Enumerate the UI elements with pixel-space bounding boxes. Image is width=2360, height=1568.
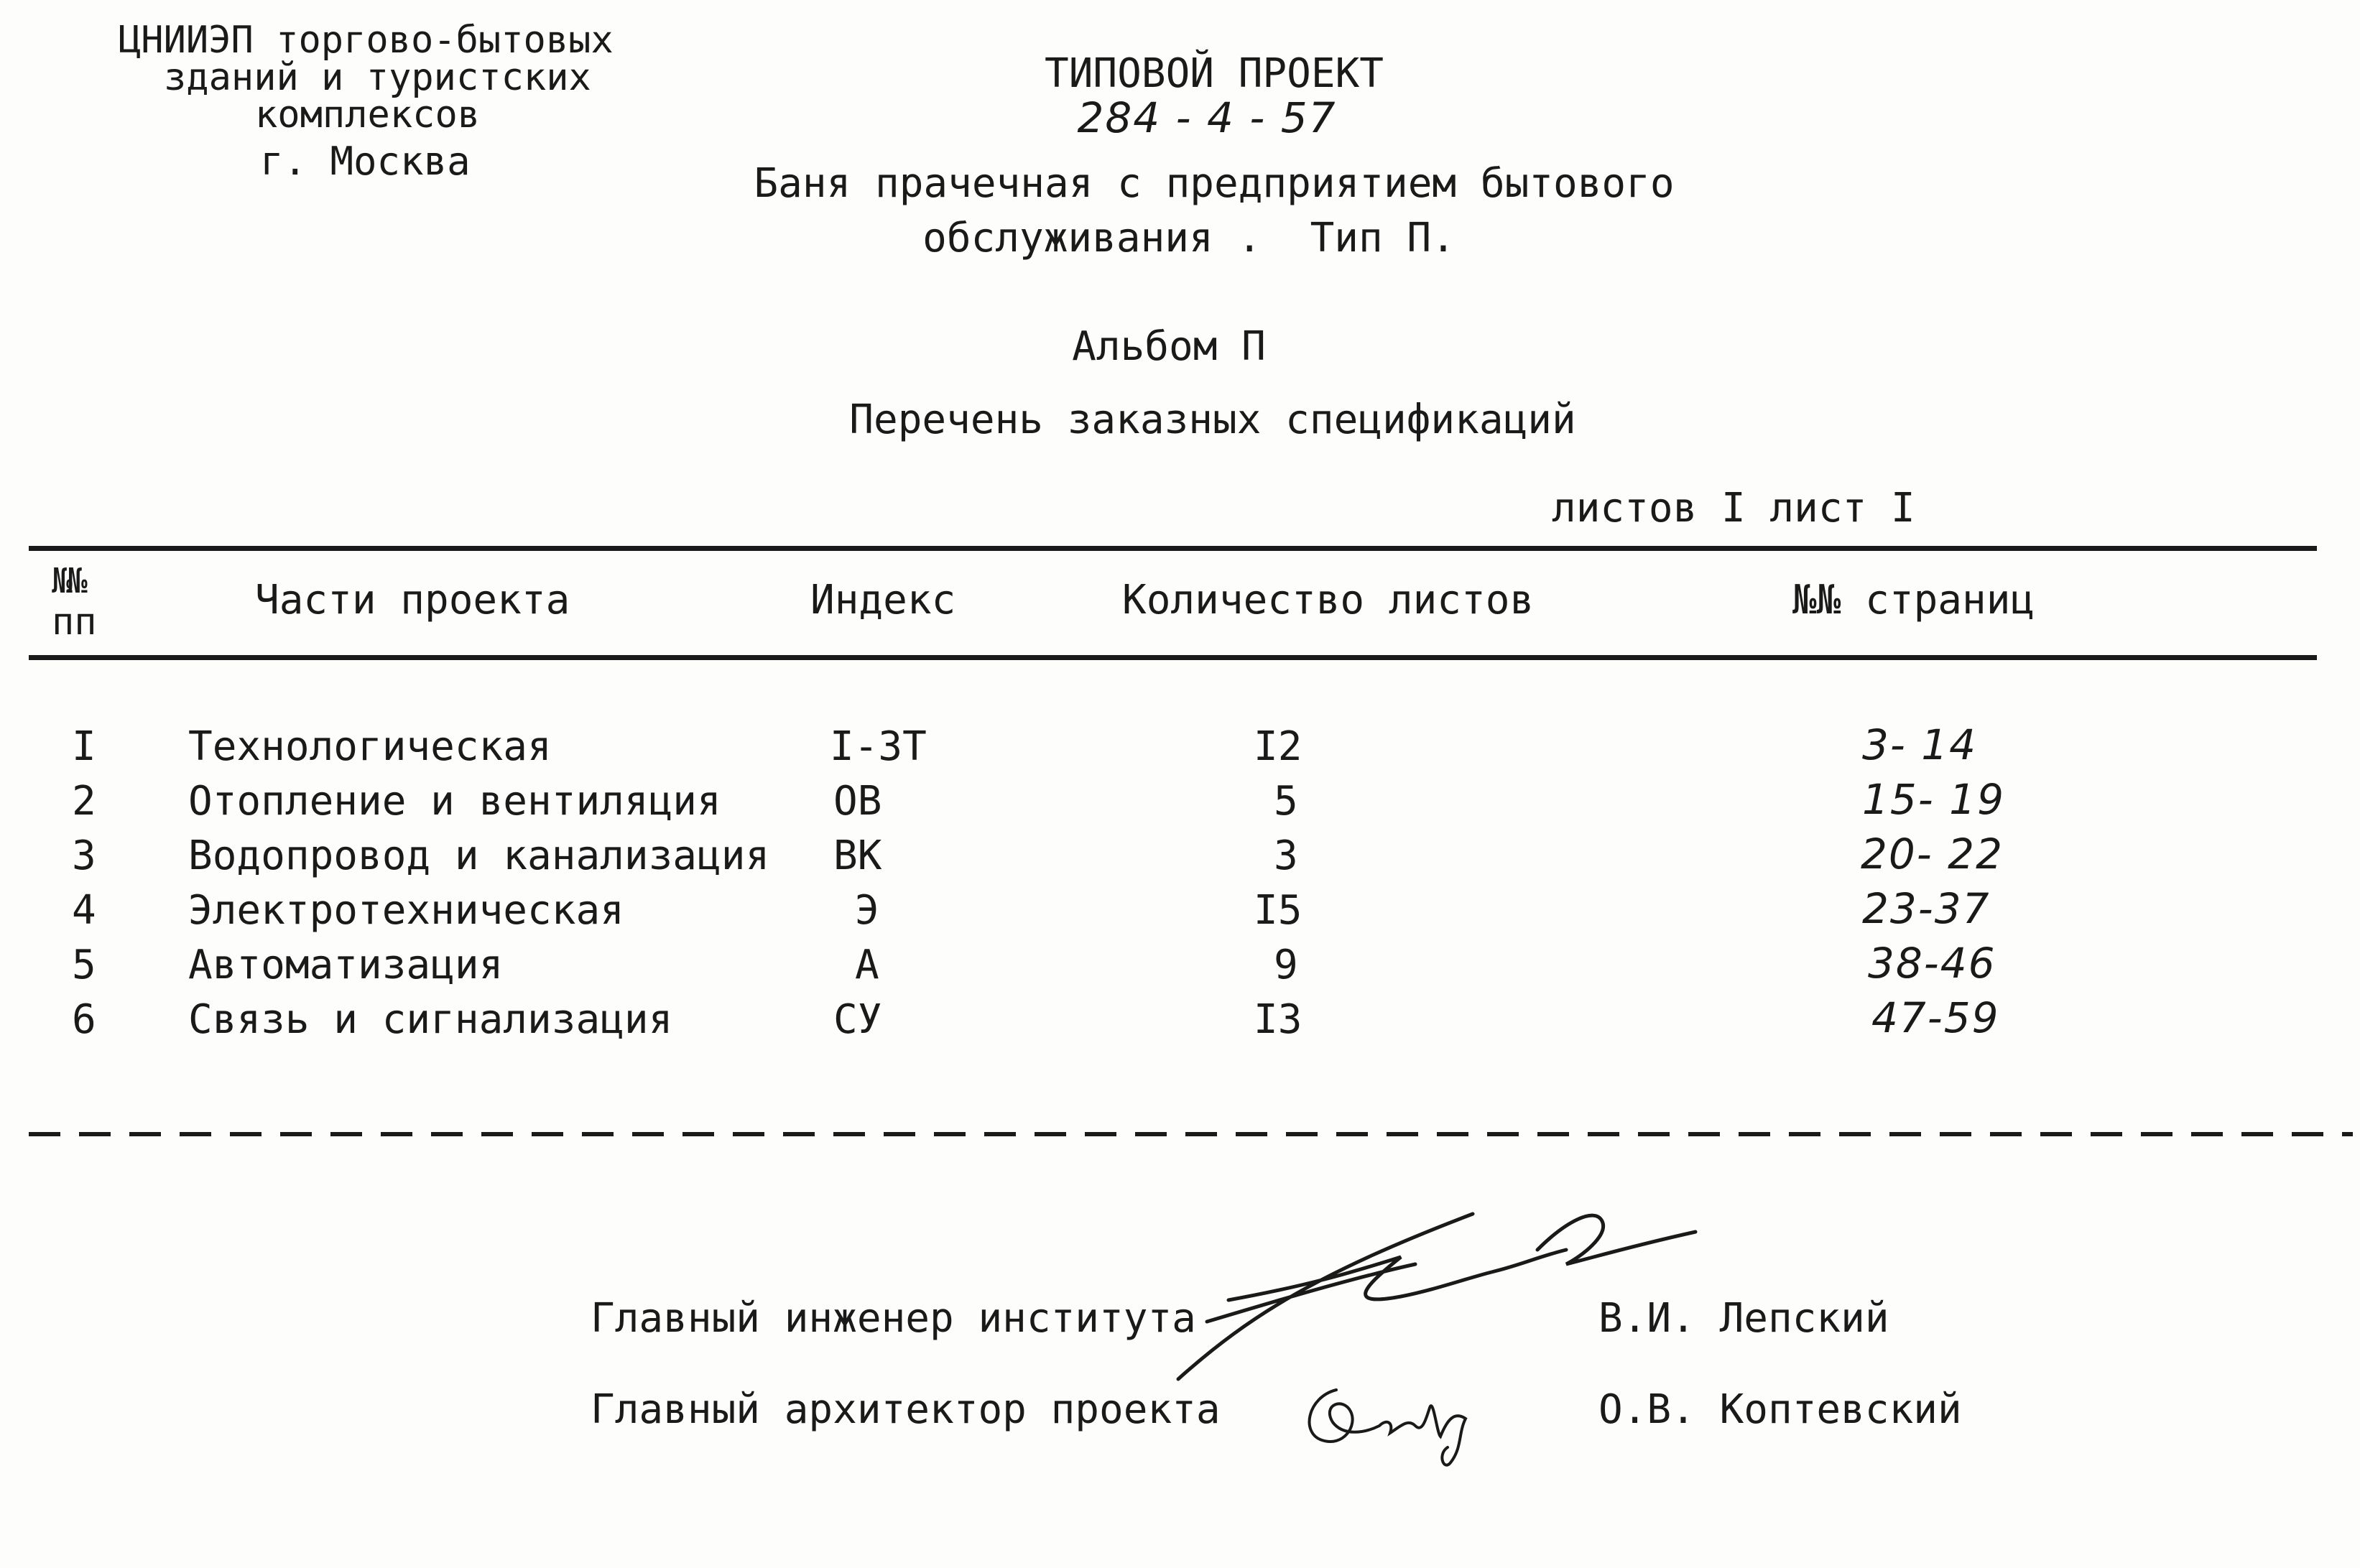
row-index: ВК <box>833 832 882 879</box>
signature-chief-architect <box>1293 1368 1509 1476</box>
row-part: Связь и сигнализация <box>188 996 673 1043</box>
chief-engineer-role: Главный инженер института <box>591 1295 1196 1342</box>
project-title-line-1: Баня прачечная с предприятием бытового <box>754 160 1675 207</box>
chief-architect-name: О.В. Коптевский <box>1598 1386 1962 1433</box>
row-number: 3 <box>72 832 96 879</box>
row-index: А <box>855 942 879 988</box>
chief-architect-role: Главный архитектор проекта <box>591 1386 1221 1433</box>
document-title: Перечень заказных спецификаций <box>849 396 1576 443</box>
dashed-separator <box>29 1131 2353 1138</box>
row-number: 5 <box>72 942 96 988</box>
row-sheets: 3 <box>1274 832 1298 879</box>
project-title-line-2: обслуживания . Тип П. <box>922 215 1456 261</box>
row-sheets: I2 <box>1254 723 1302 770</box>
album-label: Альбом П <box>1072 323 1266 370</box>
row-index: СУ <box>833 996 882 1043</box>
project-number: 284 - 4 - 57 <box>1077 93 1337 142</box>
row-index: ОВ <box>833 778 882 825</box>
row-part: Водопровод и канализация <box>188 832 770 879</box>
chief-engineer-name: В.И. Лепский <box>1598 1295 1889 1342</box>
row-index: Э <box>855 887 879 934</box>
header-sheets: Количество листов <box>1122 577 1535 623</box>
row-number: I <box>72 723 96 770</box>
row-sheets: 5 <box>1274 778 1298 825</box>
org-line-1: ЦНИИЭП торгово-бытовых <box>119 19 614 62</box>
row-part: Электротехническая <box>188 887 624 934</box>
signature-chief-engineer <box>1164 1192 1710 1393</box>
header-parts: Части проекта <box>255 577 570 623</box>
row-part: Технологическая <box>188 723 552 770</box>
row-sheets: I5 <box>1254 887 1302 934</box>
header-pages: №№ страниц <box>1792 577 2035 623</box>
header-num-line-1: №№ <box>52 561 82 601</box>
header-num-line-2: пп <box>52 600 97 644</box>
sheet-info: листов I лист I <box>1552 485 1915 532</box>
row-number: 4 <box>72 887 96 934</box>
row-number: 2 <box>72 778 96 825</box>
header-index: Индекс <box>810 577 956 623</box>
table-top-rule <box>29 546 2317 551</box>
row-part: Автоматизация <box>188 942 504 988</box>
row-number: 6 <box>72 996 96 1043</box>
project-type-label: ТИПОВОЙ ПРОЕКТ <box>1044 50 1384 97</box>
row-pages: 38-46 <box>1868 939 1996 988</box>
org-city: г. Москва <box>260 139 471 184</box>
row-pages: 23-37 <box>1862 884 1991 933</box>
org-line-2: зданий и туристских <box>164 56 591 99</box>
row-pages: 20- 22 <box>1861 830 2004 878</box>
table-header-rule <box>29 655 2317 660</box>
row-pages: 3- 14 <box>1862 720 1978 769</box>
row-sheets: 9 <box>1274 942 1298 988</box>
row-part: Отопление и вентиляция <box>188 778 721 825</box>
row-sheets: I3 <box>1254 996 1302 1043</box>
row-pages: 47-59 <box>1871 993 2000 1042</box>
org-line-3: комплексов <box>255 93 481 136</box>
row-index: I-ЗТ <box>830 723 927 770</box>
row-pages: 15- 19 <box>1862 775 2005 824</box>
